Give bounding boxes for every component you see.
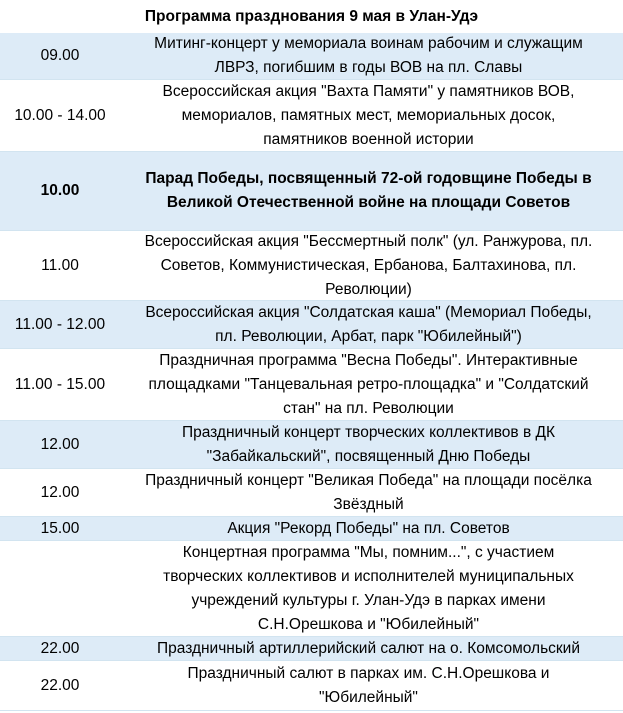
table-row bbox=[0, 469, 623, 517]
event-description bbox=[120, 349, 623, 420]
description-line: Всероссийская акция "Солдатская каша" (Мемориал Победы, bbox=[145, 303, 592, 321]
description-line: Концертная программа "Мы, помним...", с участием bbox=[182, 543, 555, 561]
event-description bbox=[120, 469, 623, 516]
description-line: Всероссийская акция "Вахта Памяти" у памятников ВОВ, bbox=[162, 82, 575, 100]
description-line: мемориалов, памятных мест, мемориальных досок, bbox=[181, 106, 556, 124]
event-time: 12.00 bbox=[40, 435, 80, 453]
description-line: Всероссийская акция "Бессмертный полк" (ул. Ранжурова, пл. bbox=[144, 232, 593, 250]
description-line: ЛВРЗ, погибшим в годы ВОВ на пл. Славы bbox=[214, 59, 523, 76]
event-time: 11.00 - 15.00 bbox=[14, 375, 106, 393]
table-row bbox=[0, 541, 623, 637]
event-time bbox=[0, 541, 120, 636]
page-title: Программа празднования 9 мая в Улан-Удэ bbox=[144, 7, 479, 25]
description-line: Праздничный концерт творческих коллективов в ДК bbox=[181, 423, 556, 441]
description-line: пл. Революции, Арбат, парк "Юбилейный") bbox=[215, 327, 522, 345]
event-description bbox=[120, 541, 623, 636]
table-row bbox=[0, 80, 623, 152]
event-description bbox=[120, 231, 623, 300]
table-row bbox=[0, 637, 623, 661]
description-line: Звёздный bbox=[333, 495, 404, 513]
table-row bbox=[0, 661, 623, 711]
description-line: Праздничная программа "Весна Победы". Интерактивные bbox=[159, 351, 578, 369]
event-time: 22.00 bbox=[40, 676, 80, 694]
event-description bbox=[120, 637, 623, 660]
description-line: Революции) bbox=[325, 280, 412, 298]
event-time: 12.00 bbox=[40, 483, 80, 501]
description-line: Великой Отечественной войне на площади Советов bbox=[166, 194, 571, 211]
table-row bbox=[0, 301, 623, 349]
table-row bbox=[0, 517, 623, 541]
event-description bbox=[120, 517, 623, 540]
description-line: "Юбилейный" bbox=[319, 688, 418, 706]
description-line: Митинг-концерт у мемориала воинам рабочим и служащим bbox=[154, 35, 583, 52]
description-line: Праздничный салют в парках им. С.Н.Орешкова и bbox=[187, 664, 550, 682]
description-line: Советов, Коммунистическая, Ербанова, Балтахинова, пл. bbox=[160, 256, 577, 274]
description-line: "Забайкальский", посвященный Дню Победы bbox=[206, 447, 531, 465]
description-line: Праздничный концерт "Великая Победа" на площади посёлка bbox=[145, 471, 592, 489]
table-row bbox=[0, 33, 623, 80]
description-line: творческих коллективов и исполнителей муниципальных bbox=[163, 567, 574, 585]
event-time: 22.00 bbox=[40, 639, 80, 657]
event-time: 09.00 bbox=[40, 47, 80, 64]
event-description bbox=[120, 33, 623, 79]
event-time: 15.00 bbox=[40, 519, 80, 537]
event-description bbox=[120, 152, 623, 230]
description-line: учреждений культуры г. Улан-Удэ в парках имени bbox=[191, 591, 546, 609]
schedule-table bbox=[0, 33, 623, 711]
table-row bbox=[0, 349, 623, 421]
event-time: 10.00 bbox=[40, 182, 80, 199]
description-line: Акция "Рекорд Победы" на пл. Советов bbox=[227, 519, 510, 537]
event-description bbox=[120, 301, 623, 348]
description-line: С.Н.Орешкова и "Юбилейный" bbox=[257, 615, 480, 633]
event-description bbox=[120, 421, 623, 468]
description-line: Парад Победы, посвященный 72-ой годовщине Победы в bbox=[145, 170, 592, 187]
event-description bbox=[120, 661, 623, 710]
table-row bbox=[0, 421, 623, 469]
description-line: площадками "Танцевальная ретро-площадка" и "Солдатский bbox=[148, 375, 589, 393]
event-time: 10.00 - 14.00 bbox=[14, 106, 106, 124]
table-row bbox=[0, 152, 623, 231]
description-line: стан" на пл. Революции bbox=[283, 399, 454, 417]
description-line: Праздничный артиллерийский салют на о. Комсомольский bbox=[156, 639, 580, 657]
description-line: памятников военной истории bbox=[263, 130, 474, 148]
event-description bbox=[120, 80, 623, 151]
table-row bbox=[0, 231, 623, 301]
event-time: 11.00 - 12.00 bbox=[14, 315, 106, 333]
event-time: 11.00 bbox=[41, 256, 79, 274]
